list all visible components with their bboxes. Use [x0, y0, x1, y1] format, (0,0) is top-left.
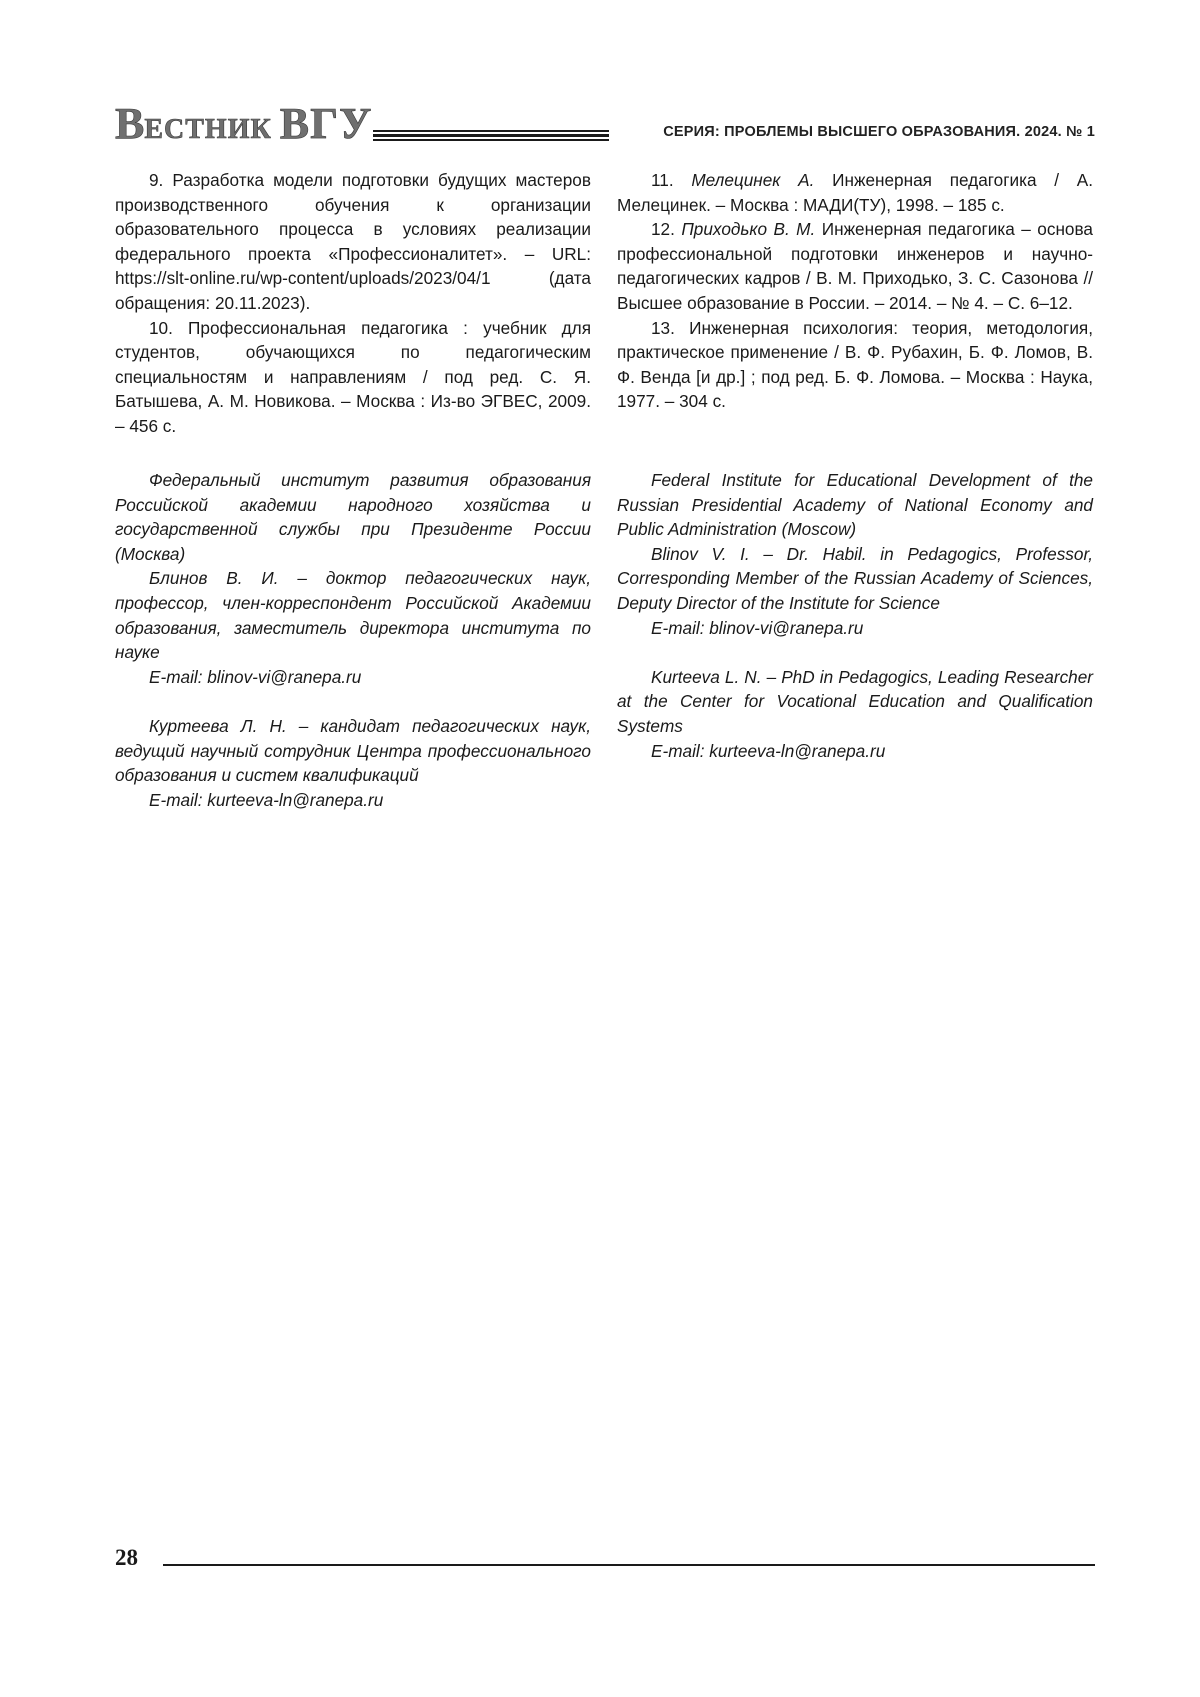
reference-item: [617, 217, 1093, 315]
journal-logo: [115, 99, 373, 154]
author-kurteeva-en: Kurteeva L. N. – PhD in Pedagogics, Leading Researcher at the Center for Vocational Education and Qualification Systems: [617, 666, 1093, 736]
email-blinov-ru: E-mail: blinov-vi@ranepa.ru: [149, 666, 362, 687]
logo-word: ЕСТНИК: [144, 114, 272, 145]
institution-ru: Федеральный институт развития образования Российской академии народного хозяйства и государственной службы при Президенте России (Москва): [115, 470, 591, 564]
authors-en: [617, 468, 1093, 763]
reference-item: 9. Разработка модели подготовки будущих мастеров производственного обучения к организации образовательного процесса в условиях реализации федерального проекта «Профессионалитет». – URL: https://slt-online.ru/wp-content/uploads/2023/04/1 (дата обращения: 20.11.2023).: [115, 170, 591, 313]
reference-item: [617, 168, 1093, 217]
header-rule: [373, 130, 609, 143]
reference-number: 11.: [651, 170, 674, 190]
reference-author: Мелецинек А.: [691, 170, 815, 190]
reference-item: 13. Инженерная психология: теория, методология, практическое применение / В. Ф. Рубахин, Б. Ф. Ломов, В. Ф. Венда [и др.] ; под ред. Б. Ф. Ломова. – Москва : Наука, 1977. – 304 с.: [617, 317, 1093, 412]
journal-header: [115, 99, 1095, 148]
email-kurteeva-en: E-mail: kurteeva-ln@ranepa.ru: [651, 740, 886, 761]
logo-initial: В: [115, 99, 145, 148]
institution-en: Federal Institute for Educational Development of the Russian Presidential Academy of National Economy and Public Administration (Moscow): [617, 470, 1093, 540]
references-right-column: [617, 168, 1093, 414]
footer-rule: [163, 1564, 1095, 1566]
email-blinov-en: E-mail: blinov-vi@ranepa.ru: [651, 617, 864, 638]
author-blinov-ru: Блинов В. И. – доктор педагогических наук, профессор, член-корреспондент Российской Академии образования, заместитель директора института по науке: [115, 568, 591, 663]
reference-text: Инженерная педагогика – основа профессиональной подготовки инженеров и научно-педагогических кадров / В. М. Приходько, З. С. Сазонова // Высшее образование в России. – 2014. – № 4. – С. 6–12.: [617, 219, 1093, 313]
authors-ru: [115, 468, 591, 812]
references-left-column: [115, 168, 591, 439]
logo-vgu: ВГУ: [279, 99, 373, 148]
author-blinov-en: Blinov V. I. – Dr. Habil. in Pedagogics, Professor, Corresponding Member of the Russian Academy of Sciences, Deputy Director of the Institute for Science: [617, 543, 1093, 613]
reference-item: 10. Профессиональная педагогика : учебник для студентов, обучающихся по педагогическим специальностям и направлениям / под ред. С. Я. Батышева, А. М. Новикова. – Москва : Из-во ЭГВЕС, 2009. – 456 с.: [115, 317, 591, 436]
reference-author: Приходько В. М.: [681, 219, 816, 240]
reference-text: Инженерная педагогика / А. Мелецинек. – Москва : МАДИ(ТУ), 1998. – 185 с.: [617, 170, 1093, 215]
author-kurteeva-ru: Куртеева Л. Н. – кандидат педагогических наук, ведущий научный сотрудник Центра профессионального образования и систем квалификаций: [115, 715, 591, 786]
page-number: 28: [115, 1545, 138, 1570]
email-kurteeva-ru: E-mail: kurteeva-ln@ranepa.ru: [149, 789, 384, 810]
reference-number: 12.: [651, 219, 675, 240]
series-title: СЕРИЯ: ПРОБЛЕМЫ ВЫСШЕГО ОБРАЗОВАНИЯ. 2024. № 1: [663, 124, 1095, 140]
